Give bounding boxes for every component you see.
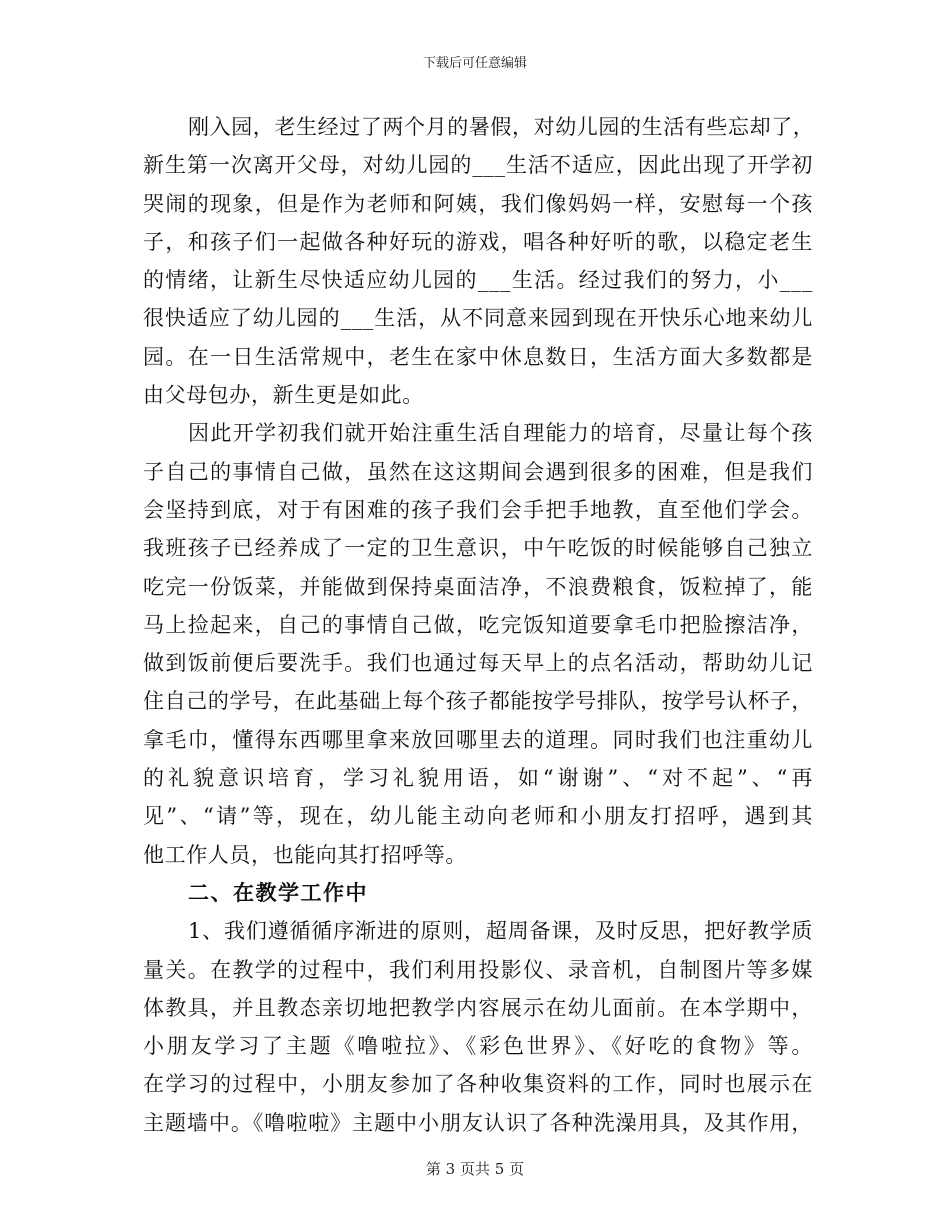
text-line: 马上捡起来，自己的事情自己做，吃完饭知道要拿毛巾把脸擦洁净， bbox=[143, 612, 813, 637]
text-line: 园。在一日生活常规中，老生在家中休息数日，生活方面大多数都是 bbox=[143, 344, 813, 369]
text-line: 的礼貌意识培育，学习礼貌用语，如“谢谢”、“对不起”、“再 bbox=[143, 766, 813, 791]
text-line: 因此开学初我们就开始注重生活自理能力的培育，尽量让每个孩 bbox=[188, 421, 813, 446]
text-line: 子，和孩子们一起做各种好玩的游戏，唱各种好听的歌，以稳定老生 bbox=[143, 229, 813, 254]
text-line: 由父母包办，新生更是如此。 bbox=[143, 383, 424, 408]
text-line: 会坚持到底，对于有困难的孩子我们会手把手地教，直至他们学会。 bbox=[143, 497, 813, 522]
text-line: 住自己的学号，在此基础上每个孩子都能按学号排队，按学号认杯子， bbox=[143, 689, 813, 714]
text-line: 哭闹的现象，但是作为老师和阿姨，我们像妈妈一样，安慰每一个孩 bbox=[143, 191, 813, 216]
text-line: 主题墙中。《噜啦啦》主题中小朋友认识了各种洗澡用具，及其作用， bbox=[143, 1110, 813, 1135]
document-body bbox=[143, 108, 813, 1142]
text-line: 小朋友学习了主题《噜啦拉》、《彩色世界》、《好吃的食物》等。 bbox=[143, 1034, 813, 1059]
text-line: 我班孩子已经养成了一定的卫生意识，中午吃饭的时候能够自己独立 bbox=[143, 536, 813, 561]
page-footer: 第 3 页共 5 页 bbox=[425, 1160, 525, 1178]
text-line: 他工作人员，也能向其打招呼等。 bbox=[143, 842, 467, 867]
text-line: 的情绪，让新生尽快适应幼儿园的___生活。经过我们的努力，小___ bbox=[143, 268, 813, 293]
text-line: 做到饭前便后要洗手。我们也通过每天早上的点名活动，帮助幼儿记 bbox=[143, 651, 813, 676]
text-line: 很快适应了幼儿园的___生活，从不同意来园到现在开快乐心地来幼儿 bbox=[143, 306, 813, 331]
text-line: 见”、“请”等，现在，幼儿能主动向老师和小朋友打招呼，遇到其 bbox=[143, 804, 813, 829]
text-line: 体教具，并且教态亲切地把教学内容展示在幼儿面前。在本学期中， bbox=[143, 995, 813, 1020]
text-line: 刚入园，老生经过了两个月的暑假，对幼儿园的生活有些忘却了， bbox=[188, 115, 815, 139]
text-line: 拿毛巾，懂得东西哪里拿来放回哪里去的道理。同时我们也注重幼儿 bbox=[143, 727, 813, 752]
text-line: 在学习的过程中，小朋友参加了各种收集资料的工作，同时也展示在 bbox=[143, 1072, 813, 1097]
text-line: 量关。在教学的过程中，我们利用投影仪、录音机，自制图片等多媒 bbox=[143, 957, 813, 982]
page-header: 下载后可任意编辑 bbox=[422, 56, 527, 71]
text-line: 子自己的事情自己做，虽然在这这期间会遇到很多的困难，但是我们 bbox=[143, 459, 813, 484]
section-heading: 二、在教学工作中 bbox=[188, 879, 368, 905]
text-line: 1、我们遵循循序渐进的原则，超周备课，及时反思，把好教学质 bbox=[188, 919, 813, 944]
text-line: 吃完一份饭菜，并能做到保持桌面洁净，不浪费粮食，饭粒掉了，能 bbox=[143, 574, 813, 599]
text-line: 新生第一次离开父母，对幼儿园的___生活不适应，因此出现了开学初 bbox=[143, 153, 813, 178]
